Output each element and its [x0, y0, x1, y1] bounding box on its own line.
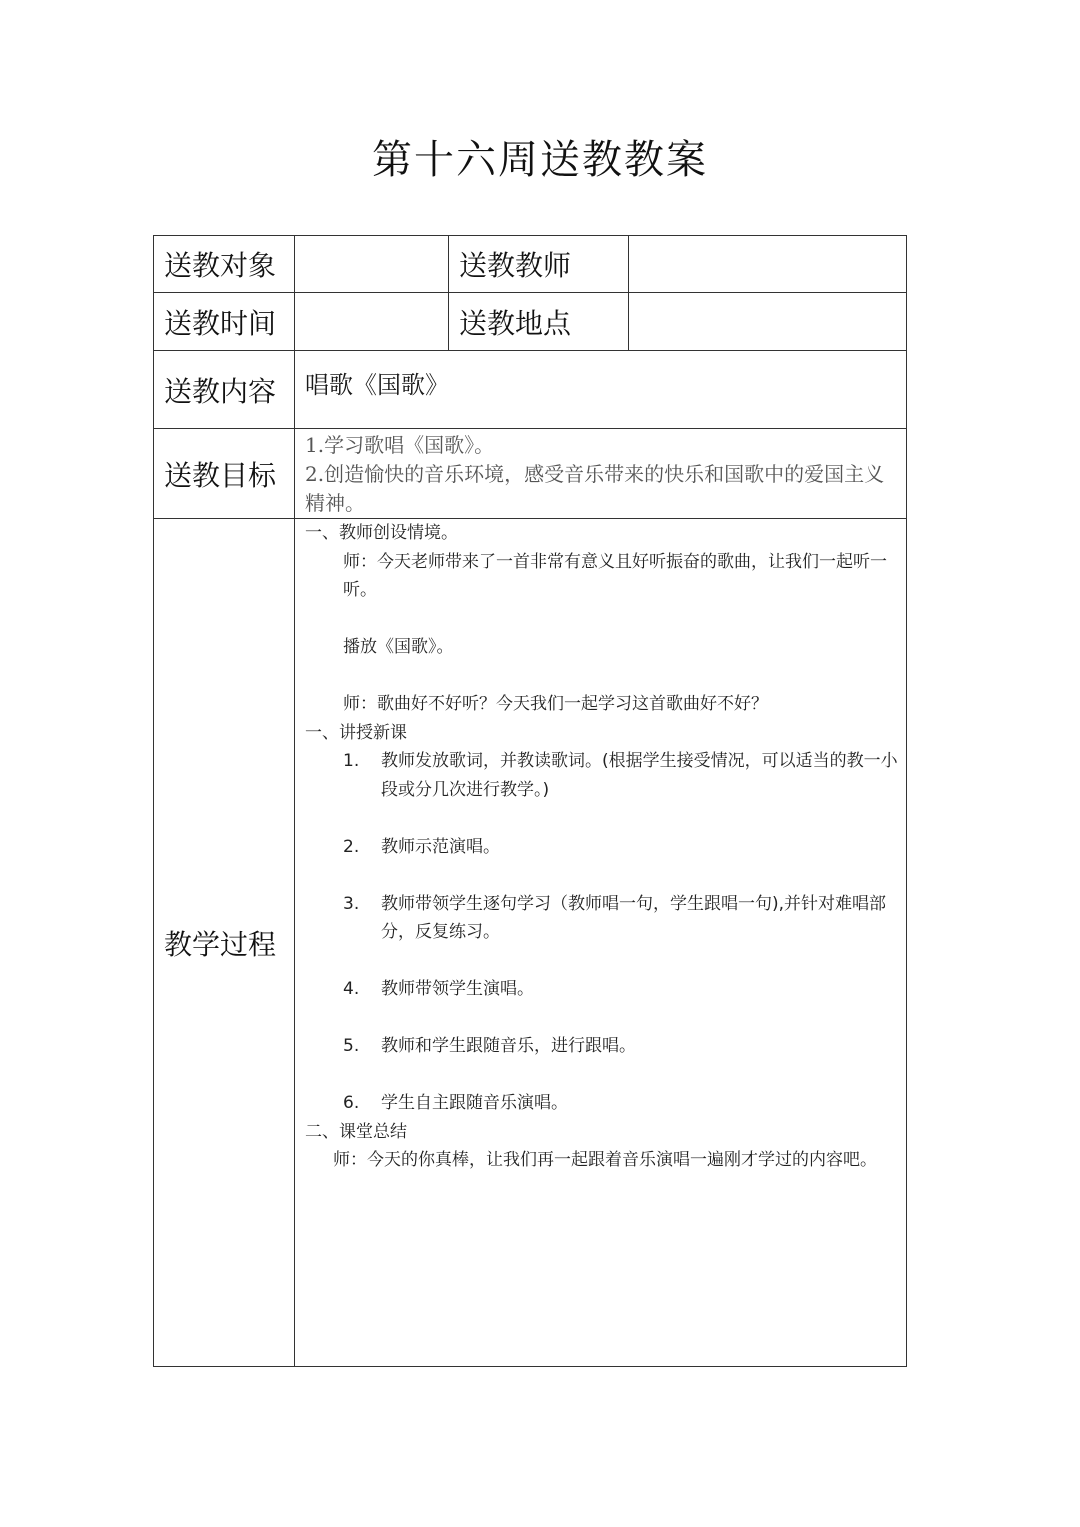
sec1-paragraph-3: 师：歌曲好不好听？今天我们一起学习这首歌曲好不好？	[343, 694, 768, 714]
value-place[interactable]	[629, 293, 907, 351]
goal-cell	[295, 429, 907, 519]
step-text: 教师示范演唱。	[381, 836, 500, 857]
goal-item-1: 1.学习歌唱《国歌》。	[305, 433, 495, 457]
step-number: 4.	[343, 979, 360, 999]
value-content: 唱歌《国歌》	[305, 371, 449, 399]
process-cell	[295, 519, 907, 1367]
step-item	[305, 1032, 900, 1061]
row-process	[154, 519, 907, 1367]
label-time: 送教时间	[154, 293, 295, 351]
step-item	[305, 890, 900, 947]
step-item	[305, 1089, 900, 1118]
step-item	[305, 833, 900, 862]
step-text: 教师发放歌词，并教读歌词。(根据学生接受情况，可以适当的教一小段或分几次进行教学。)	[381, 751, 898, 800]
row-goal	[154, 429, 907, 519]
page-title: 第十六周送教教案	[372, 137, 708, 183]
goal-item-2: 2.创造愉快的音乐环境，感受音乐带来的快乐和国歌中的爱国主义精神。	[305, 462, 885, 515]
step-number: 5.	[343, 1036, 360, 1056]
step-text: 学生自主跟随音乐演唱。	[381, 1093, 568, 1113]
sec1-paragraph-1: 师：今天老师带来了一首非常有意义且好听振奋的歌曲，让我们一起听一听。	[343, 551, 887, 600]
step-number: 3.	[343, 893, 360, 914]
sec2-title: 一、讲授新课	[305, 722, 407, 743]
step-text: 教师带领学生逐句学习（教师唱一句，学生跟唱一句),并针对难唱部分，反复练习。	[381, 893, 887, 942]
value-content-cell	[295, 351, 907, 429]
label-process: 教学过程	[154, 519, 295, 1367]
row-content	[154, 351, 907, 429]
step-text: 教师和学生跟随音乐，进行跟唱。	[381, 1036, 636, 1056]
step-number: 1.	[343, 751, 360, 771]
step-number: 6.	[343, 1093, 360, 1113]
label-content: 送教内容	[154, 351, 295, 429]
sec1-title: 一、教师创设情境。	[305, 523, 458, 543]
step-item	[305, 747, 900, 804]
value-teacher[interactable]	[629, 236, 907, 293]
row-object-teacher	[154, 236, 907, 293]
step-number: 2.	[343, 836, 360, 857]
label-goal: 送教目标	[154, 429, 295, 519]
value-object[interactable]	[295, 236, 449, 293]
row-time-place	[154, 293, 907, 351]
sec1-paragraph-2: 播放《国歌》。	[343, 637, 454, 657]
label-place: 送教地点	[449, 293, 629, 351]
step-text: 教师带领学生演唱。	[381, 979, 534, 999]
label-teacher: 送教教师	[449, 236, 629, 293]
sec3-title: 二、课堂总结	[305, 1121, 407, 1142]
label-object: 送教对象	[154, 236, 295, 293]
lesson-plan-table	[153, 235, 907, 1367]
sec3-paragraph-1: 师：今天的你真棒，让我们再一起跟着音乐演唱一遍刚才学过的内容吧。	[333, 1150, 877, 1170]
value-time[interactable]	[295, 293, 449, 351]
step-item	[305, 975, 900, 1004]
